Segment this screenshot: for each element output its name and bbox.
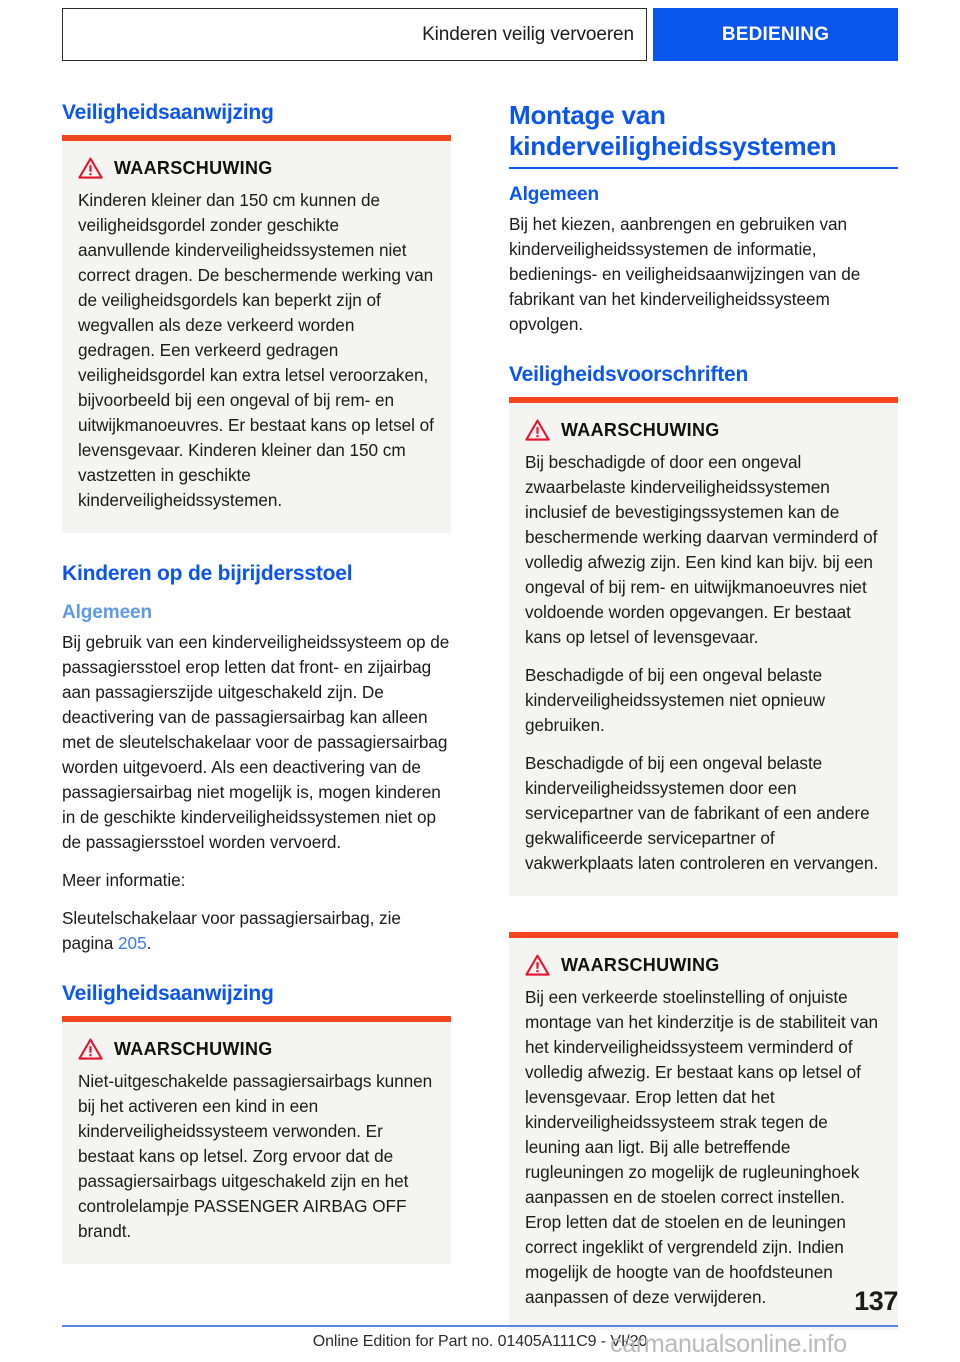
warning-triangle-icon — [78, 157, 103, 179]
warning-text-2: Beschadigde of bij een ongeval belaste kinderveiligheidssystemen niet opnieuw gebruiken. — [525, 665, 826, 735]
right-subheading-algemeen: Algemeen — [509, 184, 600, 205]
left-heading-kinderen-bijrijdersstoel: Kinderen op de bijrijdersstoel — [62, 562, 353, 585]
warning-header — [78, 157, 435, 179]
left-paragraph-2: Meer informatie: — [62, 870, 186, 890]
footer-edition-text: Online Edition for Part no. 01405A111C9 - VI/20 — [312, 1333, 648, 1350]
watermark-carmanualsonline: carmanualsonline.info — [610, 1330, 847, 1358]
footer-divider — [62, 1325, 898, 1327]
warning-text-1: Bij beschadigde of door een ongeval zwaarbelaste kinderveiligheidssystemen inclusief de bevestigingssystemen kan de beschermende werking daarvan verminderd of volledig afwezig zijn. Een kind kan bijv. bij een ongeval of bij rem- en uitwijkmanoeuvres niet voldoende worden opgevangen. Er bestaat kans op letsel of levensgevaar. — [525, 452, 878, 647]
warning-header — [525, 954, 882, 976]
warning-box-right-2 — [509, 932, 898, 1330]
warning-label: WAARSCHUWING — [114, 157, 273, 178]
cross-reference-page-link[interactable]: 205 — [118, 933, 147, 953]
right-heading-veiligheidsvoorschriften: Veiligheidsvoorschriften — [509, 363, 749, 386]
warning-triangle-icon — [525, 419, 550, 441]
right-heading-montage — [509, 100, 898, 169]
warning-box-left-1 — [62, 135, 451, 533]
right-column — [509, 100, 898, 1336]
left-paragraph-1: Bij gebruik van een kinderveiligheidssysteem op de passagiersstoel erop letten dat front- en zijairbag aan passagierszijde uitgeschakeld zijn. De deactivering van de passagiersairbag kan alleen met de sleutelschakelaar voor de passagiersairbag worden uitgevoerd. Als een deactivering van de passagiersairbag niet mogelijk is, mogen kinderen in de geschikte kinderveiligheidssystemen niet op de passagiersstoel worden vervoerd. — [62, 632, 450, 852]
left-heading-veiligheidsaanwijzing-1: Veiligheidsaanwijzing — [62, 101, 274, 124]
warning-text: Niet-uitgeschakelde passagiersairbags kunnen bij het activeren een kind in een kinderveiligheidssysteem verwonden. Er bestaat kans op letsel. Zorg ervoor dat de passagiersairbags uitgeschakeld zijn en het controlelampje PASSENGER AIRBAG OFF brandt. — [78, 1071, 433, 1241]
warning-triangle-icon — [525, 954, 550, 976]
page-header — [62, 8, 898, 61]
warning-box-right-1 — [509, 397, 898, 896]
left-paragraph-3 — [62, 906, 451, 956]
right-heading-line-1: Montage van — [509, 100, 666, 130]
warning-header — [78, 1038, 435, 1060]
right-heading-line-2: kinderveiligheidssystemen — [509, 131, 837, 161]
warning-label: WAARSCHUWING — [114, 1038, 273, 1059]
left-column — [62, 100, 451, 1336]
section-tab-label: BEDIENING — [721, 23, 830, 45]
warning-header — [525, 419, 882, 441]
right-paragraph-1: Bij het kiezen, aanbrengen en gebruiken van kinderveiligheidssystemen de informatie, bedienings- en veiligheidsaanwijzingen van de fabrikant van het kinderveiligheidssysteem opvolgen. — [509, 214, 861, 334]
warning-text: Kinderen kleiner dan 150 cm kunnen de veiligheidsgordel zonder geschikte aanvullende kinderveiligheidssystemen niet correct dragen. De beschermende werking van de veiligheidsgordels kan beperkt zijn of wegvallen als deze verkeerd worden gedragen. Een verkeerd gedragen veiligheidsgordel kan extra letsel veroorzaken, bijvoorbeeld bij een ongeval of bij rem- en uitwijkmanoeuvres. Er bestaat kans op letsel of levensgevaar. Kinderen kleiner dan 150 cm vastzetten in geschikte kinderveiligheidssystemen. — [78, 190, 434, 510]
warning-text: Bij een verkeerde stoelinstelling of onjuiste montage van het kinderzitje is de stabiliteit van het kinderveiligheidssysteem verminderd of volledig afwezig. Er bestaat kans op letsel of levensgevaar. Erop letten dat het kinderveiligheidssysteem strak tegen de leuning aan ligt. Bij alle betreffende rugleuningen zo mogelijk de rugleuninghoek aanpassen en de stoelen correct instellen. Erop letten dat de stoelen en de leuningen correct ingeklikt of vergrendeld zijn. Indien mogelijk de hoogte van de hoofdsteunen aanpassen of deze verwijderen. — [525, 987, 878, 1307]
section-tab-bediening — [653, 8, 898, 61]
cross-reference-suffix: . — [146, 933, 152, 953]
cross-reference-prefix: Sleutelschakelaar voor passagiersairbag, zie pagina — [62, 908, 401, 953]
warning-text-3: Beschadigde of bij een ongeval belaste kinderveiligheidssystemen door een servicepartner van de fabrikant of een andere gekwalificeerde servicepartner of vakwerkplaats laten controleren en vervangen. — [525, 753, 879, 873]
left-heading-veiligheidsaanwijzing-2: Veiligheidsaanwijzing — [62, 982, 274, 1005]
breadcrumb-label: Kinderen veilig vervoeren — [422, 23, 634, 45]
warning-box-left-2 — [62, 1016, 451, 1264]
warning-triangle-icon — [78, 1038, 103, 1060]
breadcrumb — [62, 8, 647, 61]
content-columns — [62, 100, 898, 1336]
left-subheading-algemeen: Algemeen — [62, 602, 153, 623]
warning-label: WAARSCHUWING — [561, 419, 720, 440]
warning-label: WAARSCHUWING — [561, 954, 720, 975]
page-number: 137 — [854, 1286, 898, 1316]
